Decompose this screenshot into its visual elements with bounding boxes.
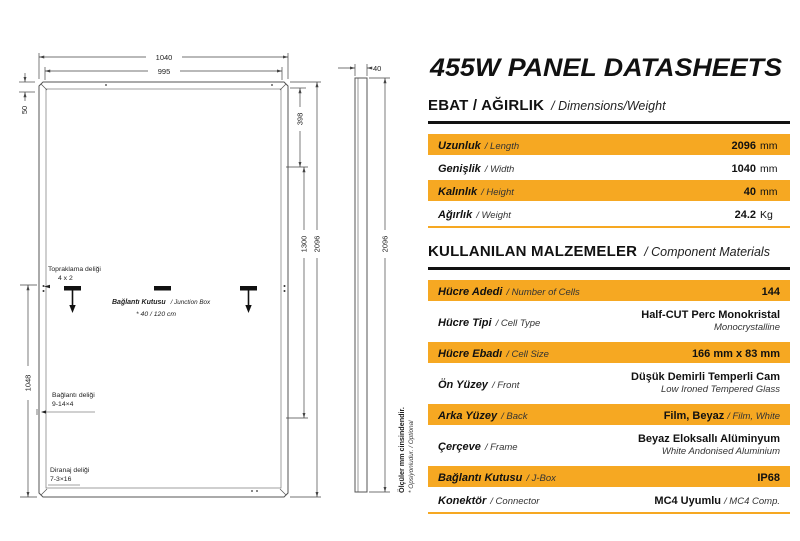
datasheet-panel xyxy=(428,52,790,514)
section-heading-en: / Component Materials xyxy=(644,245,770,259)
row-value-en: / MC4 Comp. xyxy=(724,495,780,507)
row-value-en: Low Ironed Tempered Glass xyxy=(661,384,780,396)
row-unit: mm xyxy=(760,185,778,198)
table-row-junction-box xyxy=(428,466,790,487)
row-label: Kalınlık xyxy=(438,185,478,198)
dim-right-upper xyxy=(286,88,308,167)
dim-top-offset xyxy=(19,73,35,114)
mounting-hole-size: 9-14×4 xyxy=(52,401,74,408)
drainage-hole-label: Diranaj deliği xyxy=(50,467,90,474)
table-row-frame xyxy=(428,427,790,464)
table-row-length xyxy=(428,134,790,155)
table-row-height xyxy=(428,180,790,201)
row-label: Hücre Adedi xyxy=(438,285,503,298)
drainage-hole-size: 7-3×16 xyxy=(50,476,72,483)
dim-top-offset-label: 50 xyxy=(20,105,29,115)
row-label-en: / Frame xyxy=(484,441,518,453)
section-heading-tr: EBAT / AĞIRLIK xyxy=(428,97,545,114)
junction-box-note: * 40 / 120 cm xyxy=(136,311,177,318)
row-value-tr: Film, Beyaz xyxy=(663,409,725,422)
section-heading-tr: KULLANILAN MALZEMELER xyxy=(428,243,638,260)
row-label-en: / Cell Size xyxy=(506,348,549,360)
row-value-tr: Half-CUT Perc Monokristal xyxy=(641,309,780,322)
junction-box-label-tr: Bağlantı Kutusu xyxy=(112,299,166,306)
row-label: Ön Yüzey xyxy=(438,378,488,391)
section-heading-en: / Dimensions/Weight xyxy=(551,99,666,113)
row-value-en: Monocrystalline xyxy=(714,322,780,334)
row-unit: mm xyxy=(760,139,778,152)
dim-inner-width-label: 995 xyxy=(157,66,171,76)
datasheet-title-wrap xyxy=(428,52,788,82)
materials-table xyxy=(428,280,790,514)
row-label: Hücre Tipi xyxy=(438,316,492,329)
row-value-en: / Film, White xyxy=(727,410,780,422)
table-row-cell-count xyxy=(428,280,790,301)
section-divider xyxy=(428,512,790,514)
table-row-cell-size xyxy=(428,342,790,363)
row-value: 24.2 xyxy=(734,208,756,221)
dim-side-height xyxy=(369,78,390,492)
section-divider xyxy=(428,226,790,228)
row-value: 1040 xyxy=(731,162,756,175)
row-unit: Kg xyxy=(760,208,773,221)
dim-side-thickness xyxy=(338,64,381,76)
row-label-en: / J-Box xyxy=(526,472,556,484)
dim-left-lower-label: 1048 xyxy=(23,374,33,392)
row-label: Çerçeve xyxy=(438,440,481,453)
dim-left-lower xyxy=(20,285,37,497)
dim-full-height-label: 2096 xyxy=(312,235,322,253)
dim-full-height xyxy=(290,82,322,497)
table-row-width xyxy=(428,157,790,178)
optional-note: * Opsiyonludur. / Optional xyxy=(408,420,415,493)
row-value: IP68 xyxy=(757,471,780,484)
row-value: 166 mm x 83 mm xyxy=(691,347,780,360)
dim-right-upper-label: 398 xyxy=(295,112,305,126)
row-label: Hücre Ebadı xyxy=(438,347,503,360)
row-label-en: / Front xyxy=(491,379,520,391)
row-label-en: / Length xyxy=(484,140,520,152)
section-header-dimensions xyxy=(428,97,790,124)
grounding-hole-label: Topraklama deliği xyxy=(48,266,101,273)
row-value-en: White Andonised Aluminium xyxy=(661,446,780,458)
row-label: Uzunluk xyxy=(438,139,481,152)
row-label-en: / Height xyxy=(481,186,514,198)
row-label-en: / Connector xyxy=(490,495,540,507)
row-value: 144 xyxy=(761,285,780,298)
row-value: 2096 xyxy=(731,139,756,152)
row-label-en: / Number of Cells xyxy=(506,286,580,298)
units-note: Ölçüler mm cinsindendir. xyxy=(397,407,406,493)
row-label: Bağlantı Kutusu xyxy=(438,471,523,484)
row-value: 40 xyxy=(743,185,756,198)
table-row-back-surface xyxy=(428,404,790,425)
dim-side-height-label: 2096 xyxy=(380,235,390,253)
row-label: Ağırlık xyxy=(438,208,473,221)
dimensions-table xyxy=(428,134,790,228)
row-label-en: / Back xyxy=(501,410,528,422)
dim-inner-width xyxy=(45,67,282,80)
svg-text:Bağlantı Kutusu / Juncti xyxy=(112,299,211,306)
row-label-en: / Width xyxy=(484,163,515,175)
mounting-hole-label: Bağlantı deliği xyxy=(52,392,95,399)
section-header-materials xyxy=(428,243,790,270)
dim-side-thickness-label: 40 xyxy=(373,63,382,73)
row-label-en: / Weight xyxy=(476,209,511,221)
dim-right-mid-label: 1300 xyxy=(299,235,309,253)
grounding-hole-size: 4 x 2 xyxy=(58,275,73,282)
row-value-tr: Beyaz Eloksallı Alüminyum xyxy=(637,433,780,446)
row-value-tr: MC4 Uyumlu xyxy=(654,494,722,507)
table-row-weight xyxy=(428,203,790,224)
dim-outer-width-label: 1040 xyxy=(155,52,173,62)
row-label: Arka Yüzey xyxy=(438,409,498,422)
row-label: Genişlik xyxy=(438,162,481,175)
page-title: 455W PANEL DATASHEETS xyxy=(428,54,783,82)
panel-side-view xyxy=(355,78,367,492)
table-row-front-surface xyxy=(428,365,790,402)
table-row-connector xyxy=(428,489,790,510)
junction-box-label-en: / Junction Box xyxy=(170,299,211,306)
table-row-cell-type xyxy=(428,303,790,340)
row-value-tr: Düşük Demirli Temperli Cam xyxy=(631,371,780,384)
row-label-en: / Cell Type xyxy=(495,317,541,329)
dim-right-mid xyxy=(286,167,309,418)
row-unit: mm xyxy=(760,162,778,175)
row-label: Konektör xyxy=(438,494,487,507)
